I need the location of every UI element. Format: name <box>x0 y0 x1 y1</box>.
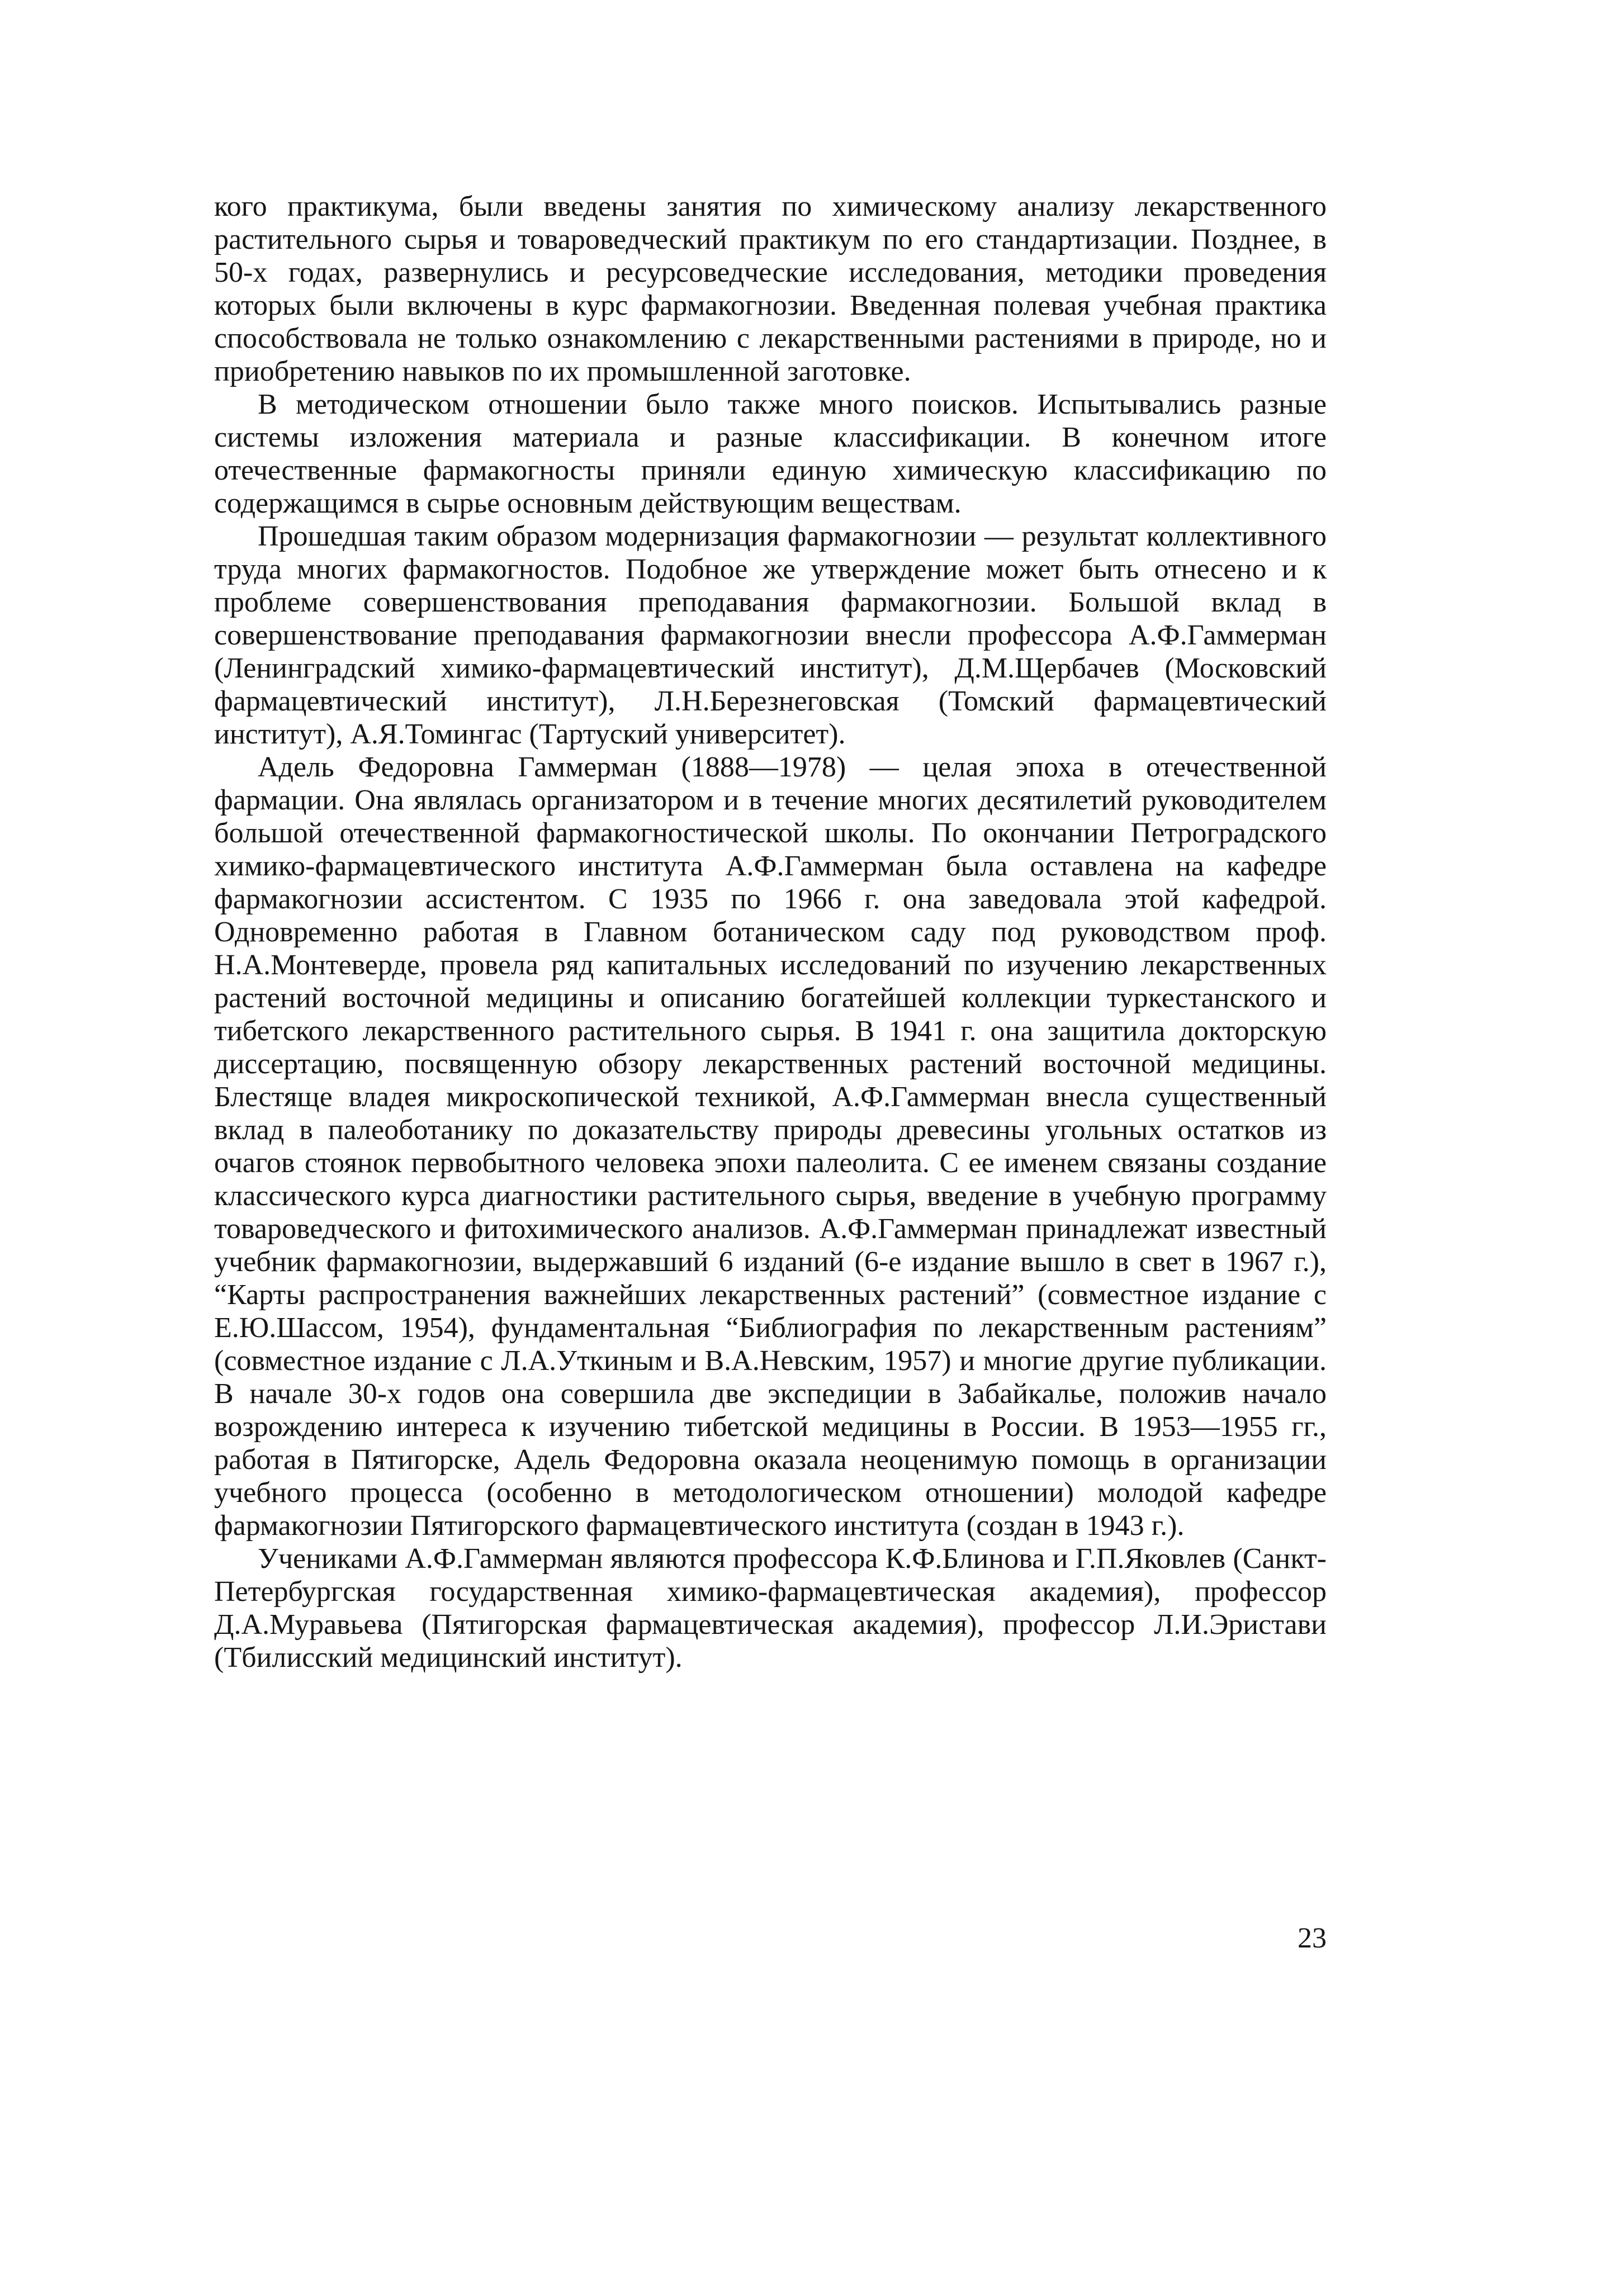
page-body <box>214 190 1327 1674</box>
paragraph-continuation: кого практикума, были введены занятия по химическому анализу лекарственного растительного сырья и товароведческий практикум по его стандартизации. Позднее, в 50-х годах, развернулись и ресурсоведческие исследования, методики проведения которых были включены в курс фармакогнозии. Введенная полевая учебная практика способствовала не только ознакомлению с лекарственными растениями в природе, но и приобретению навыков по их промышленной заготовке. <box>214 191 1327 387</box>
paragraph-methodology: В методическом отношении было также много поисков. Испытывались разные системы изложения материала и разные классификации. В конечном итоге отечественные фармакогносты приняли единую химическую классификацию по содержащимся в сырье основным действующим веществам. <box>214 388 1327 519</box>
paragraph-modernization: Прошедшая таким образом модернизация фармакогнозии — результат коллективного труда многих фармакогностов. Подобное же утверждение может быть отнесено и к проблеме совершенствования преподавания фармакогнозии. Большой вклад в совершенствование преподавания фармакогнозии внесли профессора А.Ф.Гаммерман (Ленинградский химико-фармацевтический институт), Д.М.Щербачев (Московский фармацевтический институт), Л.Н.Березнеговская (Томский фармацевтический институт), А.Я.Томингас (Тартуский университет). <box>214 520 1327 750</box>
paragraph-gammerman-biography: Адель Федоровна Гаммерман (1888—1978) — целая эпоха в отечественной фармации. Она являлась организатором и в течение многих десятилетий руководителем большой отечественной фармакогностической школы. По окончании Петроградского химико-фармацевтического института А.Ф.Гаммерман была оставлена на кафедре фармакогнозии ассистентом. С 1935 по 1966 г. она заведовала этой кафедрой. Одновременно работая в Главном ботаническом саду под руководством проф. Н.А.Монтеверде, провела ряд капитальных исследований по изучению лекарственных растений восточной медицины и описанию богатейшей коллекции туркестанского и тибетского лекарственного растительного сырья. В 1941 г. она защитила докторскую диссертацию, посвященную обзору лекарственных растений восточной медицины. Блестяще владея микроскопической техникой, А.Ф.Гаммерман внесла существенный вклад в палеоботанику по доказательству природы древесины угольных остатков из очагов стоянок первобытного человека эпохи палеолита. С ее именем связаны создание классического курса диагностики растительного сырья, введение в учебную программу товароведческого и фитохимического анализов. А.Ф.Гаммерман принадлежат известный учебник фармакогнозии, выдержавший 6 изданий (6-е издание вышло в свет в 1967 г.), “Карты распространения важнейших лекарственных растений” (совместное издание с Е.Ю.Шассом, 1954), фундаментальная “Библиография по лекарственным растениям” (совместное издание с Л.А.Уткиным и В.А.Невским, 1957) и многие другие публикации. В начале 30-х годов она совершила две экспедиции в Забайкалье, положив начало возрождению интереса к изучению тибетской медицины в России. В 1953—1955 гг., работая в Пятигорске, Адель Федоровна оказала неоценимую помощь в организации учебного процесса (особенно в методологическом отношении) молодой кафедре фармакогнозии Пятигорского фармацевтического института (создан в 1943 г.). <box>214 751 1327 1542</box>
paragraph-students: Учениками А.Ф.Гаммерман являются профессора К.Ф.Блинова и Г.П.Яковлев (Санкт-Петербургская государственная химико-фармацевтическая академия), профессор Д.А.Муравьева (Пятигорская фармацевтическая академия), профессор Л.И.Эристави (Тбилисский медицинский институт). <box>214 1543 1327 1674</box>
page-number: 23 <box>1298 1922 1327 1954</box>
